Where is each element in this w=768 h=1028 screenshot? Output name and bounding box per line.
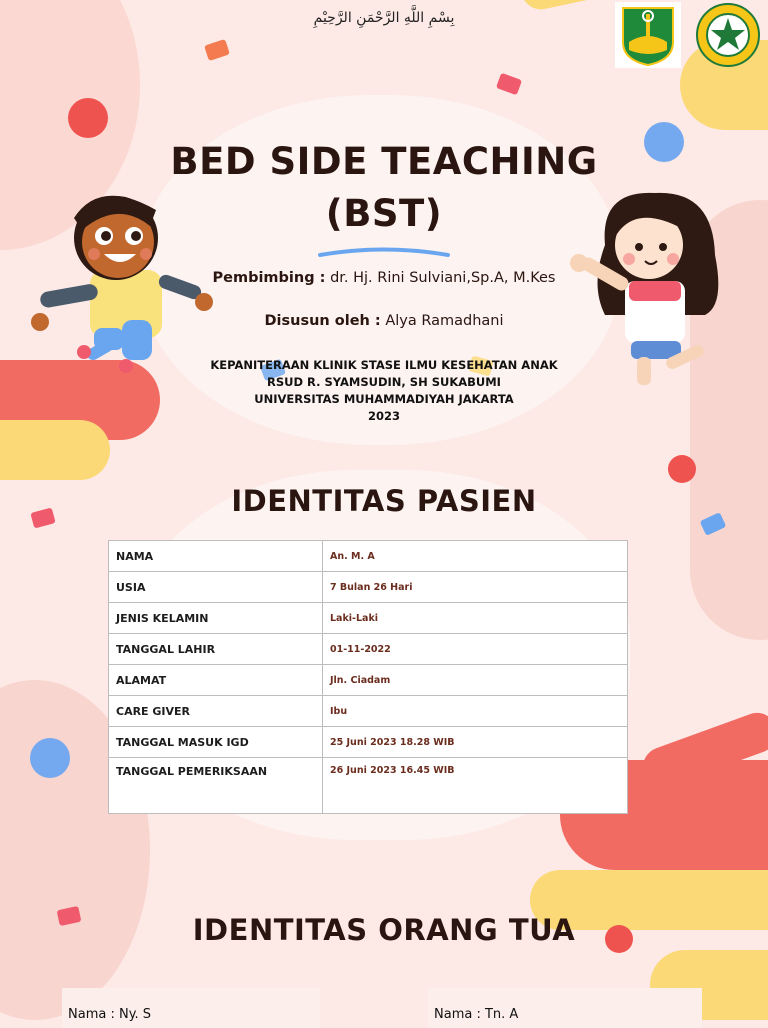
row-label: USIA [109, 572, 323, 603]
author-value: Alya Ramadhani [385, 313, 504, 329]
supervisor-line [0, 270, 768, 286]
row-value: Laki-Laki [323, 603, 628, 634]
table-row [109, 572, 628, 603]
row-value: 01-11-2022 [323, 634, 628, 665]
cover-title-line1: BED SIDE TEACHING [170, 140, 598, 183]
mother-name: Nama : Ny. S [68, 1007, 152, 1022]
puzzle-icon [496, 73, 522, 96]
decor-ball [68, 98, 108, 138]
supervisor-value: dr. Hj. Rini Sulviani,Sp.A, M.Kes [330, 270, 556, 286]
cover-title-line2: (BST) [325, 192, 443, 235]
table-row [109, 603, 628, 634]
institution-line: KEPANITERAAN KLINIK STASE ILMU KESEHATAN ANAK [210, 358, 558, 372]
row-label: NAMA [109, 541, 323, 572]
parents-heading: IDENTITAS ORANG TUA [192, 913, 576, 947]
table-row [109, 634, 628, 665]
row-label: TANGGAL PEMERIKSAAN [109, 758, 323, 814]
decor-ball [668, 455, 696, 483]
author-label: Disusun oleh : [264, 313, 381, 329]
row-label: CARE GIVER [109, 696, 323, 727]
row-label: JENIS KELAMIN [109, 603, 323, 634]
institution-line: UNIVERSITAS MUHAMMADIYAH JAKARTA [254, 392, 514, 406]
decor-blob [0, 420, 110, 480]
mother-card [62, 988, 320, 1028]
table-row [109, 727, 628, 758]
row-label: TANGGAL LAHIR [109, 634, 323, 665]
supervisor-label: Pembimbing : [212, 270, 326, 286]
row-value: 7 Bulan 26 Hari [323, 572, 628, 603]
row-value: 26 Juni 2023 16.45 WIB [323, 758, 628, 814]
table-row [109, 665, 628, 696]
author-line [0, 313, 768, 329]
table-row [109, 758, 628, 814]
table-row [109, 696, 628, 727]
row-value: 25 Juni 2023 18.28 WIB [323, 727, 628, 758]
institution-block [0, 357, 768, 425]
decor-ball [30, 738, 70, 778]
rsud-syamsudin-logo-icon [615, 2, 681, 68]
father-card [428, 988, 702, 1028]
patient-table [108, 540, 628, 814]
row-value: An. M. A [323, 541, 628, 572]
row-value: Jln. Ciadam [323, 665, 628, 696]
row-label: ALAMAT [109, 665, 323, 696]
father-name: Nama : Tn. A [434, 1007, 519, 1022]
institution-line: RSUD R. SYAMSUDIN, SH SUKABUMI [267, 375, 501, 389]
row-value: Ibu [323, 696, 628, 727]
table-row [109, 541, 628, 572]
title-underline [318, 246, 450, 257]
patient-heading: IDENTITAS PASIEN [231, 484, 537, 518]
bismillah-text: بِسْمِ اللَّهِ الرَّحْمَنِ الرَّحِيْمِ [313, 10, 455, 26]
umj-logo-icon [695, 2, 761, 68]
row-label: TANGGAL MASUK IGD [109, 727, 323, 758]
puzzle-icon [204, 39, 230, 61]
institution-line: 2023 [367, 409, 400, 423]
